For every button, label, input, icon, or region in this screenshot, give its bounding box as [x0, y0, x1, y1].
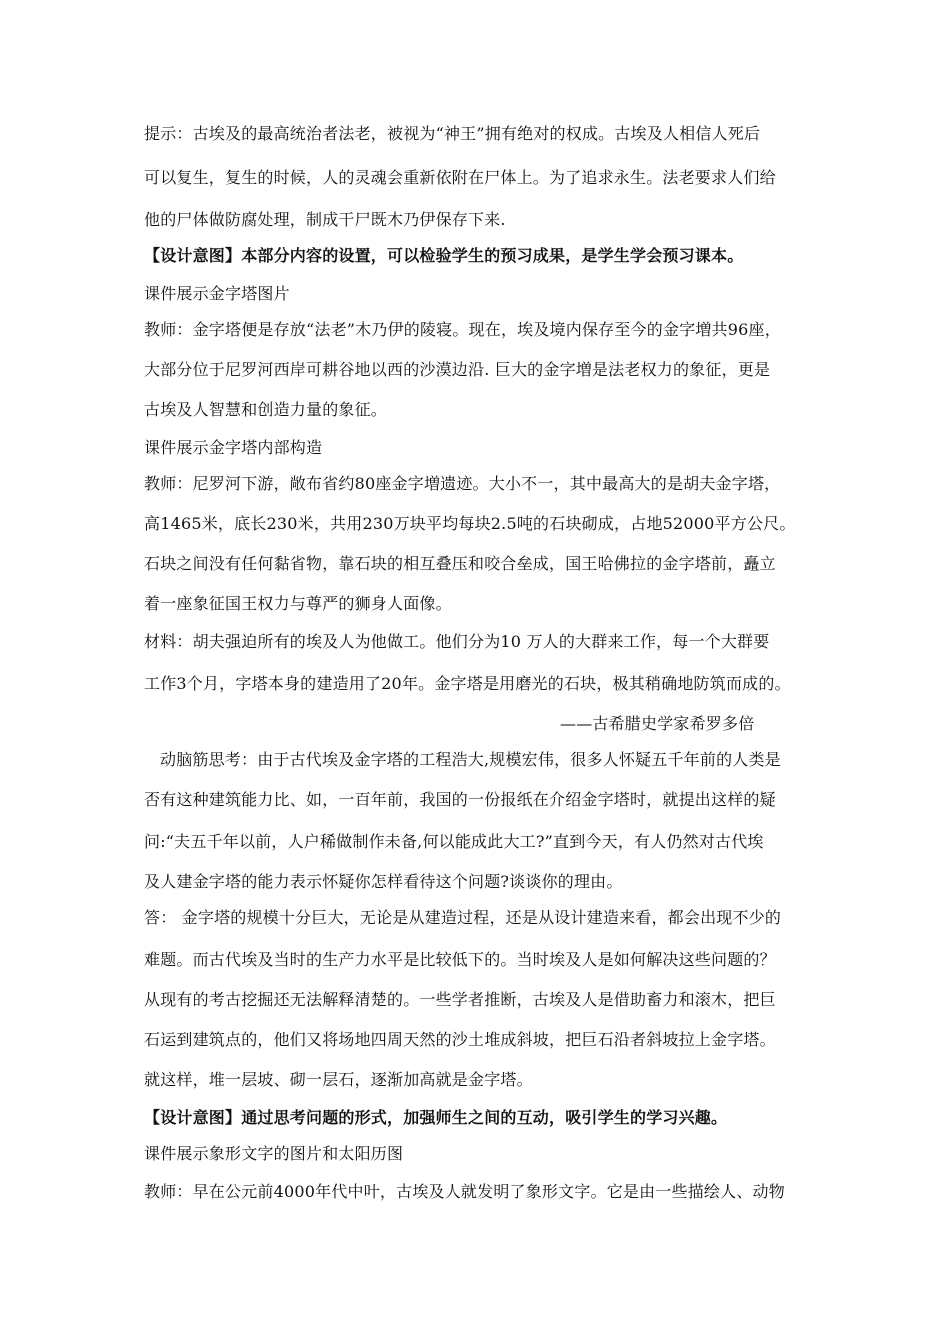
hint-paragraph-line-1: 提示：古埃及的最高统治者法老，被视为“神王”拥有绝对的权成。古埃及人相信人死后	[144, 124, 761, 143]
answer-paragraph-line-5: 就这样，堆一层坡、砌一层石，逐渐加高就是金字塔。	[144, 1070, 533, 1089]
courseware-caption-pyramid-structure: 课件展示金字塔内部构造	[144, 438, 323, 457]
design-intent-heading-1: 【设计意图】本部分内容的设置，可以检验学生的预习成果，是学生学会预习课本。	[144, 246, 744, 265]
thinking-question-line-4: 及人建金字塔的能力表示怀疑你怎样看待这个问题?谈谈你的理由。	[144, 872, 623, 891]
thinking-question-line-2: 否有这种建筑能力比、如，一百年前，我国的一份报纸在介绍金字塔时，就提出这样的疑	[144, 790, 776, 809]
hint-paragraph-line-3: 他的尸体做防腐处理，制成干尸既木乃伊保存下来.	[144, 210, 506, 229]
courseware-caption-hieroglyphs: 课件展示象形文字的图片和太阳历图	[144, 1144, 404, 1163]
teacher-paragraph-1-line-3: 古埃及人智慧和创造力量的象征。	[144, 400, 388, 419]
teacher-paragraph-2-line-1: 教师：尼罗河下游，敞布省约80座金字増遗迹。大小不一，其中最高大的是胡夫金字塔，	[144, 474, 781, 493]
teacher-paragraph-2-line-2: 高1465米，底长230米，共用230万块平均每块2.5吨的石块砌成，占地52000平方公尺。	[144, 514, 796, 533]
material-paragraph-line-1: 材料：胡夫强迫所有的埃及人为他做工。他们分为10 万人的大群来工作，每一个大群要	[144, 632, 770, 651]
thinking-question-line-3: 问:“夫五千年以前，人户稀做制作未备,何以能成此大工?”直到今天，有人仍然对古代埃	[144, 832, 764, 851]
teacher-paragraph-1-line-1: 教师：金字塔便是存放“法老”木乃伊的陵寝。现在，埃及境内保存至今的金字増共96座，	[144, 320, 781, 339]
courseware-caption-pyramid-images: 课件展示金字塔图片	[144, 284, 290, 303]
answer-paragraph-line-4: 石运到建筑点的，他们又将场地四周天然的沙土堆成斜坡，把巨石沿者斜坡拉上金字塔。	[144, 1030, 776, 1049]
material-attribution: ——古希腊史学家希罗多倍	[560, 714, 755, 733]
answer-paragraph-line-3: 从现有的考古挖掘还无法解释清楚的。一些学者推断，古埃及人是借助畜力和滚木，把巨	[144, 990, 776, 1009]
teacher-paragraph-2-line-3: 石块之间没有任何黏省物，靠石块的相互叠压和咬合垒成，国王哈佛拉的金字塔前，矗立	[144, 554, 776, 573]
material-paragraph-line-2: 工作3个月，字塔本身的建造用了20年。金字塔是用磨光的石块，极其稍确地防筑而成的。	[144, 674, 791, 693]
answer-paragraph-line-1: 答： 金字塔的规模十分巨大，无论是从建造过程，还是从设计建造来看，都会出现不少的	[144, 908, 782, 927]
teacher-paragraph-2-line-4: 着一座象征国王权力与尊严的狮身人面像。	[144, 594, 452, 613]
hint-paragraph-line-2: 可以复生，复生的时候，人的灵魂会重新依附在尸体上。为了追求永生。法老要求人们给	[144, 168, 776, 187]
teacher-paragraph-1-line-2: 大部分位于尼罗河西岸可耕谷地以西的沙漠边沿. 巨大的金字増是法老权力的象征，更是	[144, 360, 771, 379]
teacher-paragraph-3-line-1: 教师：早在公元前4000年代中叶，古埃及人就发明了象形文字。它是由一些描绘人、动物	[144, 1182, 785, 1201]
answer-paragraph-line-2: 难题。而古代埃及当时的生产力水平是比较低下的。当时埃及人是如何解决这些问题的？	[144, 950, 776, 969]
thinking-question-line-1: 动脑筋思考：由于古代埃及金字塔的工程浩大,规模宏伟，很多人怀疑五千年前的人类是	[160, 750, 781, 769]
design-intent-heading-2: 【设计意图】通过思考问题的形式，加强师生之间的互动，吸引学生的学习兴趣。	[144, 1108, 728, 1127]
